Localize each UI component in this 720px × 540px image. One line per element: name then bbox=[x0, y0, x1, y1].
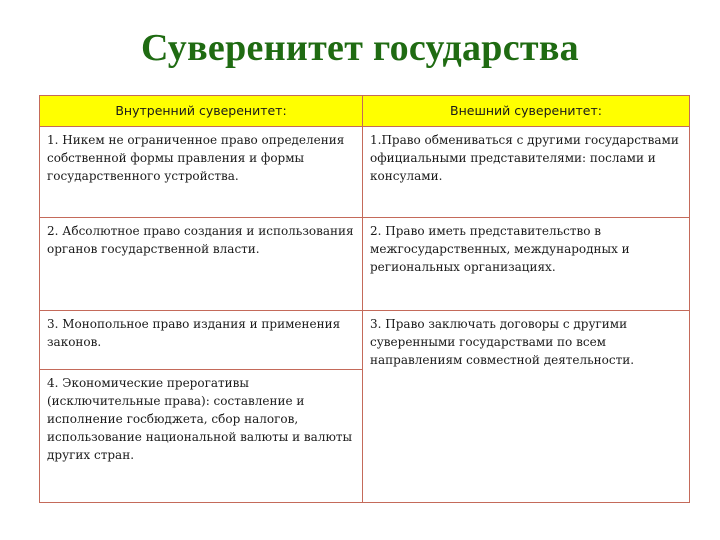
external-item-3: 3. Право заключать договоры с другими суверенными государствами по всем направлениям совместной деятельности. bbox=[363, 311, 690, 503]
page-title: Суверенитет государства bbox=[141, 27, 579, 69]
header-internal-sovereignty: Внутренний суверенитет: bbox=[40, 96, 363, 127]
table-row bbox=[40, 218, 690, 311]
internal-item-3: 3. Монопольное право издания и применения законов. bbox=[40, 311, 363, 370]
header-external-sovereignty: Внешний суверенитет: bbox=[363, 96, 690, 127]
external-item-1: 1.Право обмениваться с другими государствами официальными представителями: послами и консулами. bbox=[363, 127, 690, 218]
internal-item-2: 2. Абсолютное право создания и использования органов государственной власти. bbox=[40, 218, 363, 311]
table-header-row bbox=[40, 96, 690, 127]
external-item-2: 2. Право иметь представительство в межгосударственных, международных и региональных организациях. bbox=[363, 218, 690, 311]
internal-item-1: 1. Никем не ограниченное право определения собственной формы правления и формы государственного устройства. bbox=[40, 127, 363, 218]
table-row bbox=[40, 127, 690, 218]
internal-item-4: 4. Экономические прерогативы (исключительные права): составление и исполнение госбюджета, сбор налогов, использование национальной валюты и валюты других стран. bbox=[40, 370, 363, 503]
sovereignty-table bbox=[39, 95, 690, 503]
table-row bbox=[40, 311, 690, 370]
